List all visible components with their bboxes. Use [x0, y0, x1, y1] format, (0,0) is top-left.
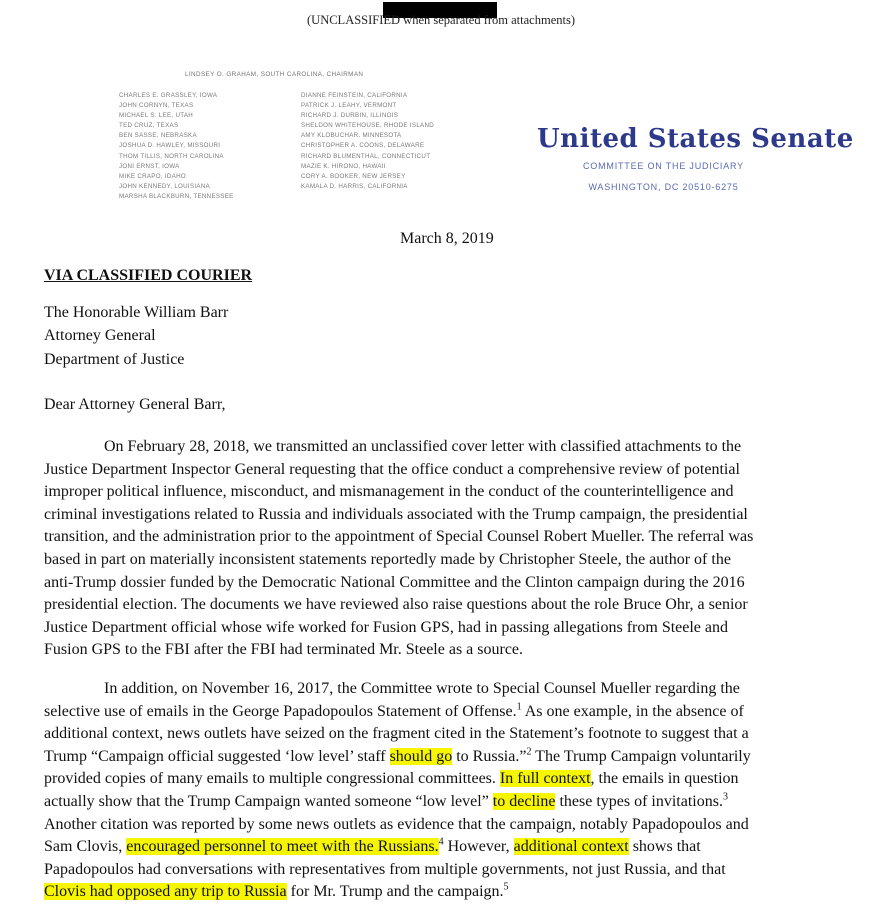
paragraph-line: additional context, news outlets have seized on the fragment cited in the Statement’s footnote to suggest that a — [44, 725, 749, 743]
paragraph-line: presidential election. The documents we have reviewed also raise questions about the role Bruce Ohr, a senior — [44, 596, 748, 614]
recipient-name: The Honorable William Barr — [44, 304, 229, 321]
highlight-clovis-opposed: Clovis had opposed any trip to Russia — [44, 883, 287, 901]
committee-member: JOSHUA D. HAWLEY, MISSOURI — [119, 142, 221, 150]
text-run: actually show that the Trump Campaign wanted someone “low level” — [44, 792, 493, 810]
paragraph-line: Justice Department official whose wife worked for Fusion GPS, had in passing allegations from Steele and — [44, 618, 729, 636]
recipient-department: Department of Justice — [44, 350, 185, 368]
text-run: However, — [443, 838, 514, 856]
committee-member: JONI ERNST, IOWA — [119, 162, 180, 170]
committee-member: CHRISTOPHER A. COONS, DELAWARE — [301, 142, 425, 150]
committee-member: KAMALA D. HARRIS, CALIFORNIA — [301, 182, 408, 190]
committee-member: JOHN CORNYN, TEXAS — [119, 102, 194, 110]
committee-member: CORY A. BOOKER, NEW JERSEY — [301, 172, 406, 180]
committee-member: MICHAEL S. LEE, UTAH — [119, 112, 194, 120]
committee-member: CHARLES E. GRASSLEY, IOWA — [119, 92, 218, 99]
committee-member: AMY KLOBUCHAR, MINNESOTA — [301, 132, 402, 140]
highlight-to-decline: to decline — [492, 792, 556, 810]
highlight-should-go: should go — [389, 747, 453, 765]
paragraph-line: criminal investigations related to Russia and individuals associated with the Trump campaign, the presidential — [44, 505, 748, 523]
footnote-ref-5: 5 — [503, 882, 509, 894]
paragraph-line: transition, and the administration prior to the appointment of Special Counsel Robert Mueller. The referral was — [44, 528, 754, 546]
text-run: Sam Clovis, — [44, 838, 127, 856]
paragraph-line — [44, 746, 874, 769]
paragraph-1 — [44, 436, 874, 662]
paragraph-line: anti-Trump dossier funded by the Democratic National Committee and the Clinton campaign during the 2016 — [44, 573, 745, 591]
committee-member: BEN SASSE, NEBRASKA — [119, 132, 197, 140]
paragraph-line — [44, 768, 874, 791]
paragraph-line: improper political influence, misconduct, and mismanagement in the conduct of the counterintelligence and — [44, 483, 734, 501]
paragraph-line: In addition, on November 16, 2017, the Committee wrote to Special Counsel Mueller regarding the — [104, 680, 740, 697]
highlight-additional-context: additional context — [513, 838, 629, 856]
text-run: to Russia.” — [452, 747, 527, 765]
committee-member: SHELDON WHITEHOUSE, RHODE ISLAND — [301, 122, 435, 130]
text-run: Trump “Campaign official suggested ‘low level’ staff — [44, 747, 390, 765]
text-run: shows that — [628, 838, 701, 856]
text-run: provided copies of many emails to multiple congressional committees. — [44, 770, 500, 788]
salutation: Dear Attorney General Barr, — [44, 396, 226, 413]
footnote-ref-1: 1 — [516, 701, 522, 713]
footnote-ref-2: 2 — [526, 746, 532, 758]
committee-member: RICHARD J. DURBIN, ILLINOIS — [301, 112, 399, 120]
committee-chairman: LINDSEY O. GRAHAM, SOUTH CAROLINA, CHAIRMAN — [185, 71, 364, 78]
text-run: , the emails in question — [590, 770, 739, 788]
paragraph-line: Justice Department Inspector General requesting that the office conduct a comprehensive review of potential — [44, 460, 740, 478]
committee-member: DIANNE FEINSTEIN, CALIFORNIA — [301, 92, 408, 99]
paragraph-2 — [44, 678, 874, 904]
committee-member: MIKE CRAPO, IDAHO — [119, 172, 186, 180]
senate-letterhead-title: United States Senate — [537, 124, 854, 154]
committee-member: MARSHA BLACKBURN, TENNESSEE — [119, 192, 234, 200]
committee-member: PATRICK J. LEAHY, VERMONT — [301, 102, 397, 110]
committee-member: THOM TILLIS, NORTH CAROLINA — [119, 152, 224, 160]
footnote-ref-3: 3 — [722, 791, 728, 803]
committee-member: MAZIE K. HIRONO, HAWAII — [301, 162, 386, 170]
paragraph-line: based in part on materially inconsistent statements reportedly made by Christopher Steele, the author of the — [44, 550, 731, 568]
paragraph-line — [44, 881, 874, 904]
paragraph-line: Papadopoulos had conversations with representatives from multiple governments, not just Russia, and that — [44, 860, 726, 878]
committee-members-right — [301, 91, 434, 192]
paragraph-line: Another citation was reported by some news outlets as evidence that the campaign, notably Papadopoulos and — [44, 815, 749, 833]
text-run: The Trump Campaign voluntarily — [531, 747, 751, 765]
recipient-address — [44, 301, 228, 371]
classification-marking: (UNCLASSIFIED when separated from attachments) — [307, 13, 575, 27]
letter-date: March 8, 2019 — [400, 230, 494, 247]
text-run: As one example, in the absence of — [521, 702, 744, 720]
committee-members-left — [119, 91, 234, 202]
committee-name: COMMITTEE ON THE JUDICIARY — [583, 161, 744, 171]
text-run: selective use of emails in the George Papadopoulos Statement of Offense. — [44, 702, 517, 720]
highlight-encouraged-personnel: encouraged personnel to meet with the Russians. — [126, 838, 439, 856]
paragraph-line: Fusion GPS to the FBI after the FBI had terminated Mr. Steele as a source. — [44, 641, 524, 659]
committee-member: JOHN KENNEDY, LOUISIANA — [119, 182, 211, 190]
delivery-method: VIA CLASSIFIED COURIER — [44, 267, 253, 284]
paragraph-line: On February 28, 2018, we transmitted an unclassified cover letter with classified attachments to the — [104, 438, 742, 455]
committee-member: RICHARD BLUMENTHAL, CONNECTICUT — [301, 152, 431, 160]
paragraph-line — [44, 836, 874, 859]
text-run: these types of invitations. — [555, 792, 723, 810]
highlight-in-full-context: In full context — [499, 770, 591, 788]
text-run: for Mr. Trump and the campaign. — [286, 883, 504, 901]
paragraph-line — [44, 701, 874, 724]
recipient-title: Attorney General — [44, 327, 156, 345]
footnote-ref-4: 4 — [438, 836, 444, 848]
committee-member: TED CRUZ, TEXAS — [119, 122, 179, 130]
paragraph-line — [44, 791, 874, 814]
committee-address: WASHINGTON, DC 20510-6275 — [588, 182, 739, 192]
